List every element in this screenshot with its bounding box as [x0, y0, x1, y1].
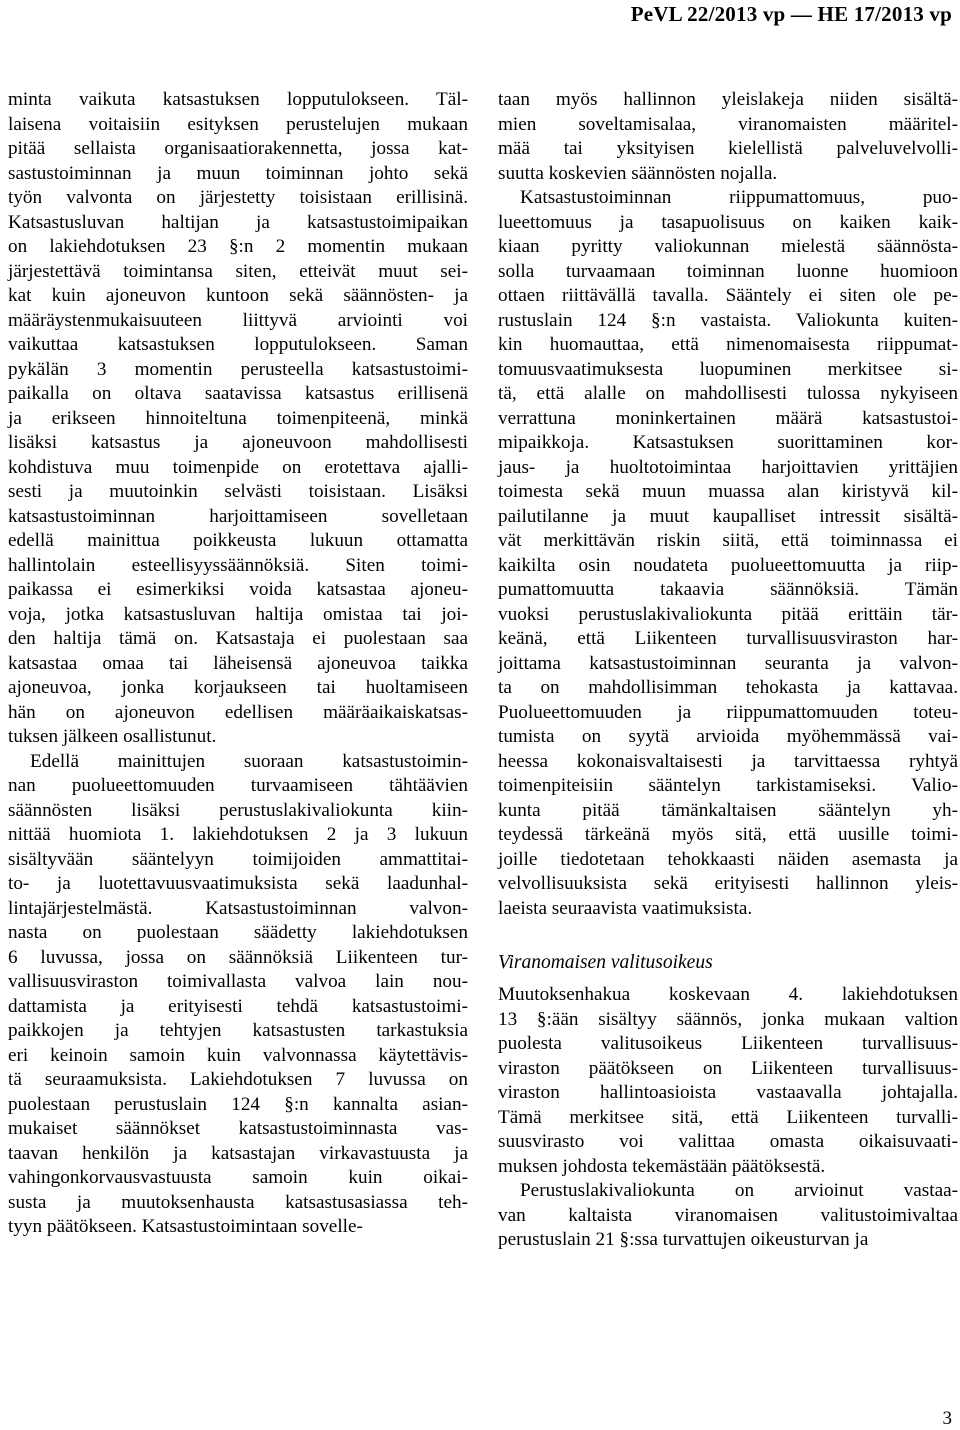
- text-line: lintajärjestelmästä. Katsastustoiminnan valvon-: [8, 897, 468, 919]
- left-paragraph-1: [8, 88, 468, 750]
- text-line: laisena voitaisiin esityksen perustelujen mukaan: [8, 113, 468, 135]
- text-line: toimenpiteisiin sääntelyn tarkistamiseksi. Valio-: [498, 775, 958, 796]
- text-line: tomuusvaatimuksesta luopuminen merkitsee si-: [498, 358, 958, 380]
- text-line: Katsastustoiminnan riippumattomuus, puo-: [520, 187, 958, 208]
- right-paragraph-4: [498, 1179, 958, 1253]
- text-line: sesti ja muutoinkin selvästi toisistaan. Lisäksi: [8, 481, 468, 502]
- text-line: kiaan pyritty valiokunnan mielestä säännösta-: [498, 236, 958, 257]
- text-line: hallintolain esteellisyyssäännöksiä. Siten toimi-: [8, 554, 468, 576]
- text-line: vät merkittävän riskin siitä, että toiminnassa ei: [498, 530, 958, 551]
- text-line: susta ja muutoksenhausta katsastusasiassa teh-: [8, 1191, 468, 1213]
- text-line: nittää huomiota 1. lakiehdotuksen 2 ja 3 lukuun: [8, 824, 468, 845]
- text-line: jaus- ja huoltotoimintaa harjoittavien yrittäjien: [498, 456, 958, 478]
- text-line: tyyn päätökseen. Katsastustoimintaan sovelle-: [8, 1216, 363, 1237]
- text-line: verrattuna moninkertainen määrä katsastustoi-: [498, 407, 958, 429]
- text-line: joille tiedotetaan tehokkaasti näiden asemasta ja: [498, 848, 958, 870]
- text-line: 13 §:ään sisältyy säännös, jonka mukaan valtion: [498, 1008, 958, 1030]
- page-number: 3: [942, 1408, 952, 1429]
- text-line: ottaen riittävällä tavalla. Sääntely ei siten ole pe-: [498, 285, 958, 306]
- right-paragraph-3: [498, 983, 958, 1179]
- text-line: mipaikkoja. Katsastuksen suorittaminen kor-: [498, 432, 958, 453]
- text-line: teydessä tärkeänä myös sitä, että uusille toimi-: [498, 824, 958, 845]
- text-line: on lakiehdotuksen 23 §:n 2 momentin mukaan: [8, 236, 468, 257]
- text-line: ta on mahdollisimman tehokasta ja kattavaa.: [498, 677, 958, 698]
- text-line: pailutilanne ja muut kaupalliset intressit sisältä-: [498, 505, 958, 527]
- text-line: pitää sellaista organisaatiorakennetta, jossa kat-: [8, 138, 468, 159]
- text-line: pumattomuutta takaavia säännöksiä. Tämän: [498, 579, 958, 600]
- text-line: järjestettävä toimintansa siten, etteivät muut sei-: [8, 260, 468, 282]
- text-line: paikassa ei esimerkiksi voida katsastaa ajoneu-: [8, 579, 468, 600]
- text-line: rustuslain 124 §:n vastaista. Valiokunta kuiten-: [498, 309, 958, 331]
- text-line: kohdistuva muu toimenpide on erotettava ajalli-: [8, 456, 468, 478]
- text-line: tä seuraamuksista. Lakiehdotuksen 7 luvussa on: [8, 1069, 468, 1090]
- text-line: puolesta valitusoikeus Liikenteen turvallisuus-: [498, 1033, 958, 1054]
- text-line: Edellä mainittujen suoraan katsastustoimin-: [30, 750, 468, 772]
- text-line: taavan henkilön ja katsastajan virkavastuusta ja: [8, 1142, 468, 1164]
- text-line: sisältyvään sääntelyyn toimijoiden ammattitai-: [8, 848, 468, 870]
- text-line: paikkojen ja tehtyjen katsastusten tarkastuksia: [8, 1020, 468, 1041]
- text-line: suutta koskevien säännösten nojalla.: [498, 162, 778, 184]
- text-line: dattamista ja erityisesti tehdä katsastustoimi-: [8, 995, 468, 1017]
- text-line: puolestaan perustuslain 124 §:n kannalta asian-: [8, 1093, 468, 1115]
- text-line: muksen johdosta tekemästään päätöksestä.: [498, 1155, 826, 1177]
- text-line: kin huomauttaa, että nimenomaisesta riippumat-: [498, 334, 958, 355]
- text-line: lisäksi katsastus ja ajoneuvoon mahdollisesti: [8, 432, 468, 453]
- text-line: minta vaikuta katsastuksen lopputulokseen. Täl-: [8, 89, 468, 110]
- text-line: mukaiset säännökset katsastustoiminnasta vas-: [8, 1118, 468, 1139]
- text-line: hän on ajoneuvon edellisen määräaikaiskatsas-: [8, 701, 468, 723]
- text-line: viraston hallintoasioista vastaavalla johtajalla.: [498, 1082, 958, 1103]
- left-paragraph-2: [8, 750, 468, 1240]
- text-line: työn valvonta on järjestetty toisistaan erillisinä.: [8, 187, 468, 208]
- text-line: kunta pitää tämänkaltaisen sääntelyn yh-: [498, 799, 958, 821]
- text-line: eri keinoin samoin kuin valvonnassa käytettävis-: [8, 1044, 468, 1066]
- text-line: perustuslain 21 §:ssa turvattujen oikeusturvan ja: [498, 1229, 869, 1250]
- text-line: Muutoksenhakua koskevaan 4. lakiehdotuksen: [498, 984, 958, 1005]
- text-line: solla turvaamaan toiminnan luonne huomioon: [498, 260, 958, 282]
- text-line: tuksen jälkeen osallistunut.: [8, 726, 217, 747]
- text-line: velvollisuuksista sekä erityisesti hallinnon yleis-: [498, 873, 958, 894]
- text-line: vallisuusviraston toimivallasta valvoa lain nou-: [8, 971, 468, 992]
- text-line: keänä, että Liikenteen turvallisuusviraston har-: [498, 628, 958, 649]
- text-line: tumista on syytä arvioida myöhemmässä vai-: [498, 726, 958, 747]
- text-line: laeista seuraavista vaatimuksista.: [498, 897, 753, 919]
- text-line: nasta on puolestaan säädetty lakiehdotuksen: [8, 922, 468, 943]
- running-header: PeVL 22/2013 vp — HE 17/2013 vp: [630, 2, 952, 26]
- text-line: kat kuin ajoneuvon kuntoon sekä säännösten- ja: [8, 285, 468, 306]
- text-line: nan puolueettomuuden turvaamiseen tähtäävien: [8, 775, 468, 796]
- text-line: den haltija tämä on. Katsastaja ei puolestaan saa: [8, 628, 468, 649]
- text-line: viraston päätökseen on Liikenteen turvallisuus-: [498, 1057, 958, 1079]
- right-paragraph-2: [498, 186, 958, 921]
- left-column: [8, 88, 468, 1240]
- text-line: kaikilta osin noudateta puolueettomuutta ja riip-: [498, 554, 958, 576]
- text-line: Katsastusluvan haltijan ja katsastustoimipaikan: [8, 211, 468, 233]
- section-heading: Viranomaisen valitusoikeus: [498, 952, 713, 973]
- text-line: mien soveltamisalaa, viranomaisten määritel-: [498, 113, 958, 135]
- text-line: pykälän 3 momentin perusteella katsastustoimi-: [8, 358, 468, 380]
- text-line: katsastustoiminnan harjoittamiseen sovelletaan: [8, 505, 468, 527]
- text-line: joittama katsastustoiminnan seuranta ja valvon-: [498, 652, 958, 674]
- text-line: määräystenmukaisuuteen liittyvä arviointi voi: [8, 309, 468, 331]
- text-line: paikalla on oltava saatavissa katsastus erillisenä: [8, 383, 468, 404]
- text-line: vaikuttaa katsastuksen lopputulokseen. Saman: [8, 334, 468, 355]
- text-line: lueettomuus ja tasapuolisuus on kaiken kaik-: [498, 211, 958, 233]
- text-line: Puolueettomuuden ja riippumattomuuden toteu-: [498, 701, 958, 723]
- text-line: edellä mainittua poikkeusta lukuun ottamatta: [8, 530, 468, 551]
- text-line: suusvirasto voi valittaa omasta oikaisuvaati-: [498, 1131, 958, 1152]
- text-line: tä, että alalle on mahdollisesti tulossa nykyiseen: [498, 383, 958, 404]
- text-line: 6 luvussa, jossa on säännöksiä Liikenteen tur-: [8, 946, 468, 968]
- text-line: Perustuslakivaliokunta on arvioinut vastaa-: [520, 1180, 958, 1201]
- text-line: sastustoiminnan ja muun toiminnan johto sekä: [8, 162, 468, 184]
- right-paragraph-1: [498, 88, 958, 186]
- text-line: vahingonkorvausvastuusta samoin kuin oikai-: [8, 1167, 468, 1188]
- text-line: to- ja luotettavuusvaatimuksista sekä laadunhal-: [8, 873, 468, 894]
- text-line: säännösten lisäksi perustuslakivaliokunta kiin-: [8, 799, 468, 821]
- text-line: toimesta sekä muun muassa alan kiristyvä kil-: [498, 481, 958, 502]
- text-line: ja erikseen hinnoiteltuna toimenpiteenä, minkä: [8, 407, 468, 429]
- text-line: taan myös hallinnon yleislakeja niiden sisältä-: [498, 89, 958, 110]
- text-line: ajoneuvoa, jonka korjaukseen tai huoltamiseen: [8, 677, 468, 698]
- right-column: [498, 88, 958, 1253]
- text-line: katsastaa omaa tai läheisensä ajoneuvoa taikka: [8, 652, 468, 674]
- text-line: vuoksi perustuslakivaliokunta pitää erittäin tär-: [498, 603, 958, 625]
- text-line: van kaltaista viranomaisen valitustoimivaltaa: [498, 1204, 958, 1226]
- text-line: voja, jotka katsastusluvan haltija omistaa tai joi-: [8, 603, 468, 625]
- text-line: Tämä merkitsee sitä, että Liikenteen turvalli-: [498, 1106, 958, 1128]
- text-line: heessa kokonaisvaltaisesti ja tarvittaessa ryhtyä: [498, 750, 958, 772]
- text-line: mää tai yksityisen kielellistä palveluvelvolli-: [498, 138, 958, 159]
